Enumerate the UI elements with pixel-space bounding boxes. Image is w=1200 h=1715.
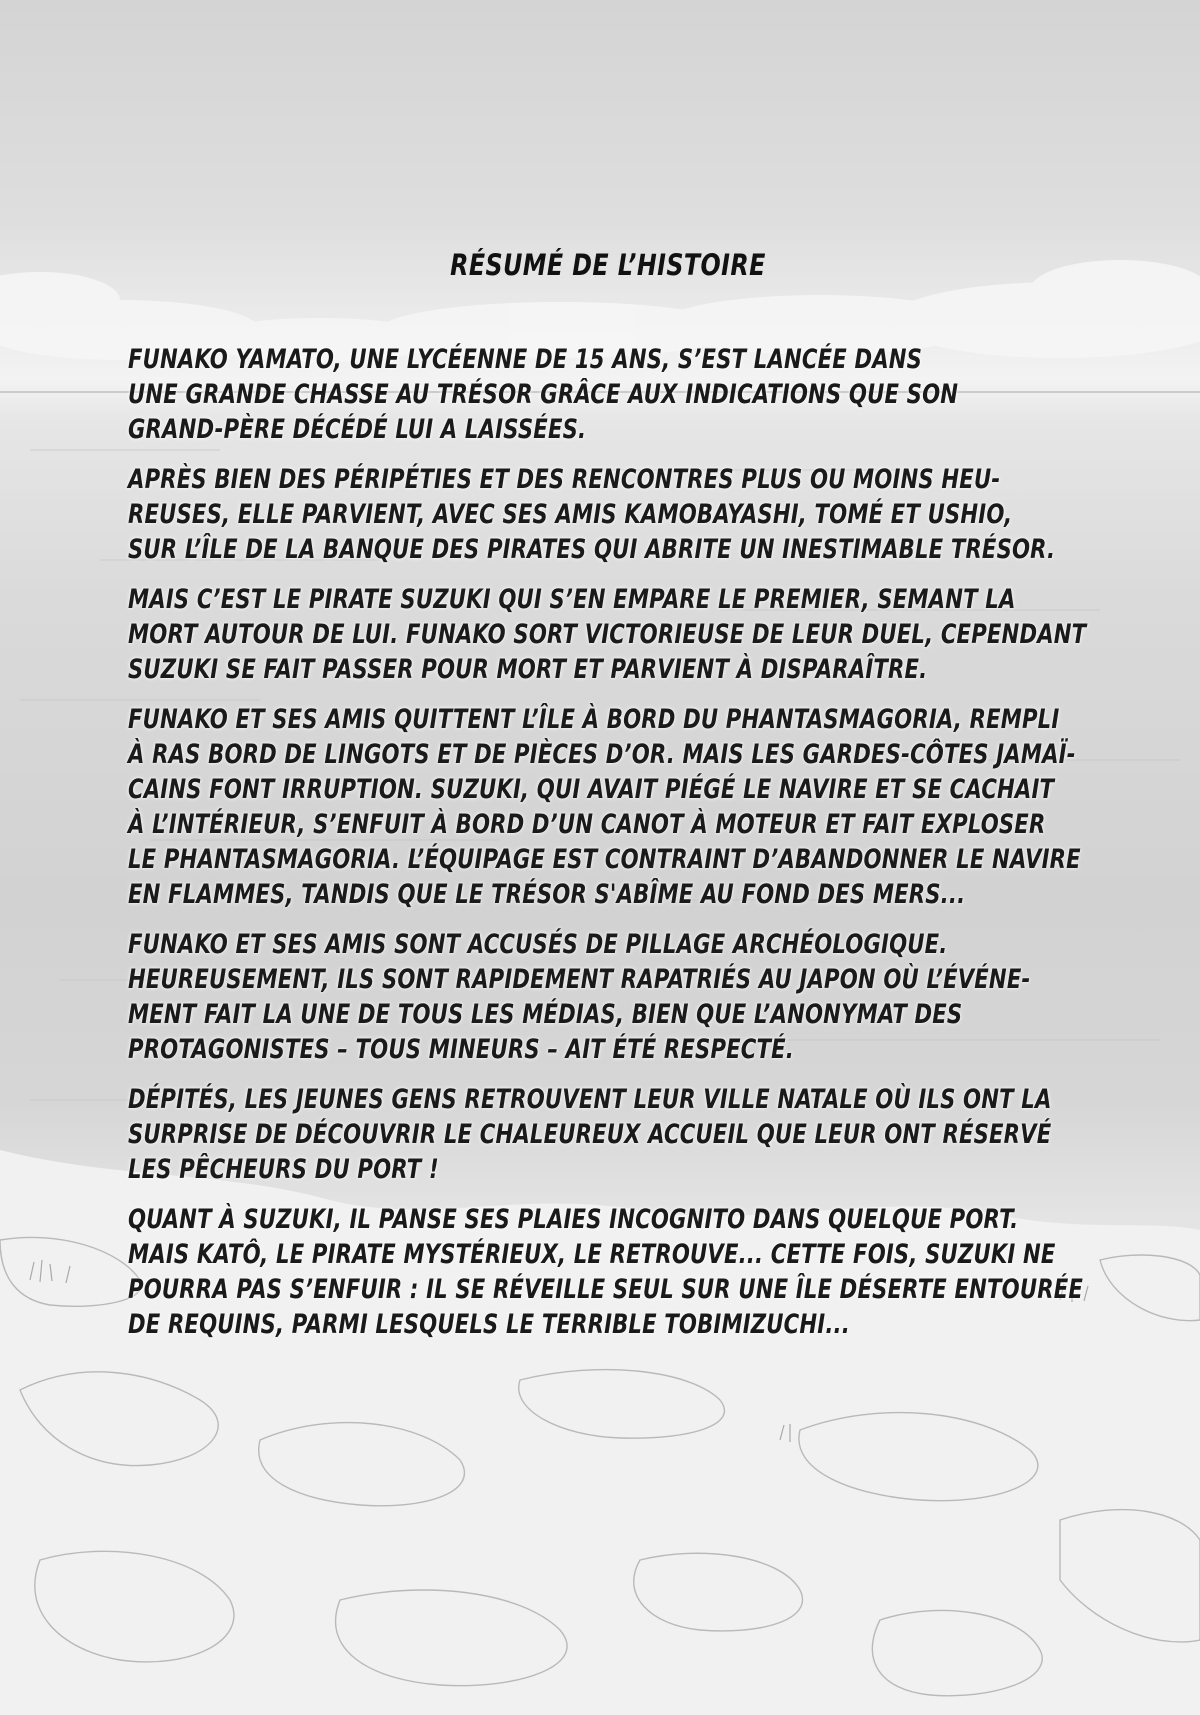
text-line: REUSES, ELLE PARVIENT, AVEC SES AMIS KAMOBAYASHI, TOMÉ ET USHIO, (128, 499, 1013, 530)
text-line: FUNAKO ET SES AMIS SONT ACCUSÉS DE PILLAGE ARCHÉOLOGIQUE. (128, 929, 948, 960)
text-line: À RAS BORD DE LINGOTS ET DE PIÈCES D’OR. MAIS LES GARDES-CÔTES JAMAÏ- (128, 739, 1076, 770)
text-line: FUNAKO ET SES AMIS QUITTENT L’ÎLE À BORD DU PHANTASMAGORIA, REMPLI (128, 704, 1060, 735)
summary-paragraph (128, 702, 1081, 912)
text-line: SUZUKI SE FAIT PASSER POUR MORT ET PARVIENT À DISPARAÎTRE. (128, 654, 928, 685)
text-line: À L’INTÉRIEUR, S’ENFUIT À BORD D’UN CANOT À MOTEUR ET FAIT EXPLOSER (128, 809, 1046, 840)
text-line: EN FLAMMES, TANDIS QUE LE TRÉSOR S'ABÎME AU FOND DES MERS... (128, 879, 966, 910)
summary-paragraph (128, 1082, 1052, 1187)
page-title: RÉSUMÉ DE L’HISTOIRE (450, 248, 766, 282)
summary-paragraph (128, 927, 1048, 1067)
text-line: CAINS FONT IRRUPTION. SUZUKI, QUI AVAIT PIÉGÉ LE NAVIRE ET SE CACHAIT (128, 774, 1055, 805)
text-line: UNE GRANDE CHASSE AU TRÉSOR GRÂCE AUX INDICATIONS QUE SON (128, 379, 959, 410)
text-line: DE REQUINS, PARMI LESQUELS LE TERRIBLE TOBIMIZUCHI... (128, 1309, 850, 1340)
text-line: QUANT À SUZUKI, IL PANSE SES PLAIES INCOGNITO DANS QUELQUE PORT. (128, 1204, 1019, 1235)
summary-paragraphs (128, 342, 1088, 1342)
text-line: LES PÊCHEURS DU PORT ! (128, 1154, 439, 1185)
text-line: MAIS C’EST LE PIRATE SUZUKI QUI S’EN EMPARE LE PREMIER, SEMANT LA (128, 584, 1016, 615)
text-line: MAIS KATÔ, LE PIRATE MYSTÉRIEUX, LE RETROUVE... CETTE FOIS, SUZUKI NE (128, 1239, 1056, 1270)
text-line: PROTAGONISTES – TOUS MINEURS – AIT ÉTÉ RESPECTÉ. (128, 1034, 794, 1065)
text-line: POURRA PAS S’ENFUIR : IL SE RÉVEILLE SEUL SUR UNE ÎLE DÉSERTE ENTOURÉE (128, 1274, 1083, 1305)
text-line: SURPRISE DE DÉCOUVRIR LE CHALEUREUX ACCUEIL QUE LEUR ONT RÉSERVÉ (128, 1119, 1052, 1150)
text-line: MENT FAIT LA UNE DE TOUS LES MÉDIAS, BIEN QUE L’ANONYMAT DES (128, 999, 963, 1030)
text-line: DÉPITÉS, LES JEUNES GENS RETROUVENT LEUR VILLE NATALE OÙ ILS ONT LA (128, 1084, 1052, 1115)
text-line: LE PHANTASMAGORIA. L’ÉQUIPAGE EST CONTRAINT D’ABANDONNER LE NAVIRE (128, 844, 1081, 875)
text-line: FUNAKO YAMATO, UNE LYCÉENNE DE 15 ANS, S’EST LANCÉE DANS (128, 344, 923, 375)
summary-paragraph (128, 342, 1048, 447)
story-summary (128, 248, 1088, 1357)
summary-paragraph (128, 582, 1087, 687)
summary-paragraph (128, 462, 1056, 567)
summary-paragraph (128, 1202, 1083, 1342)
text-line: HEUREUSEMENT, ILS SONT RAPIDEMENT RAPATRIÉS AU JAPON OÙ L’ÉVÉNE- (128, 964, 1031, 995)
text-line: GRAND-PÈRE DÉCÉDÉ LUI A LAISSÉES. (128, 414, 587, 445)
text-line: MORT AUTOUR DE LUI. FUNAKO SORT VICTORIEUSE DE LEUR DUEL, CEPENDANT (128, 619, 1087, 650)
text-line: SUR L’ÎLE DE LA BANQUE DES PIRATES QUI ABRITE UN INESTIMABLE TRÉSOR. (128, 534, 1056, 565)
text-line: APRÈS BIEN DES PÉRIPÉTIES ET DES RENCONTRES PLUS OU MOINS HEU- (128, 464, 1001, 495)
